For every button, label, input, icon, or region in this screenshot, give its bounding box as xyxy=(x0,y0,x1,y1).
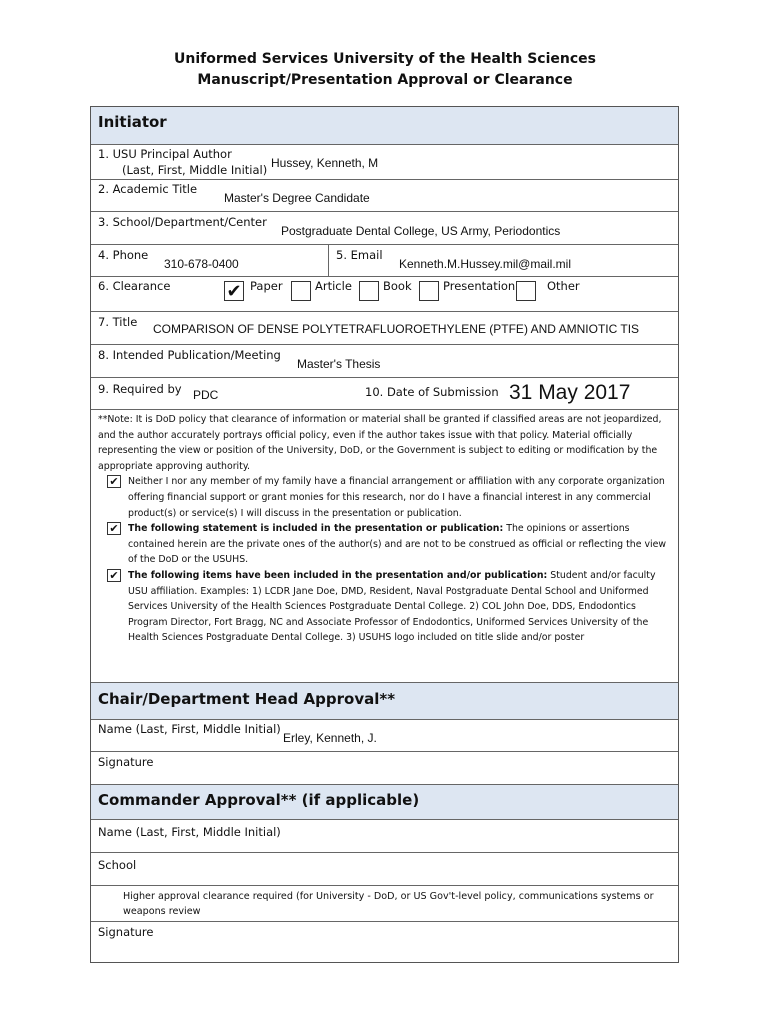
date-label: 10. Date of Submission xyxy=(365,385,499,399)
chair-name-label: Name (Last, First, Middle Initial) xyxy=(98,722,281,736)
presentation-option-label: Presentation xyxy=(443,279,516,293)
affiliation-statement xyxy=(98,568,668,646)
disclaimer-statement xyxy=(98,521,668,568)
commander-section-title: Commander Approval** (if applicable) xyxy=(98,791,420,809)
date-field[interactable]: 31 May 2017 xyxy=(509,381,631,404)
higher-approval-note: Higher approval clearance required (for University - DoD, or US Gov't-level policy, communications systems or weapons review xyxy=(123,891,654,917)
publication-label: 8. Intended Publication/Meeting xyxy=(98,348,281,362)
required-by-label: 9. Required by xyxy=(98,382,182,396)
financial-statement-text: Neither I nor any member of my family have a financial arrangement or affiliation with any corporate organization offering financial support or grant monies for this research, nor do I have a financial interest in any commercial product(s) or service(s) I will discuss in the presentation or publication. xyxy=(128,476,665,519)
disclaimer-checkbox[interactable]: ✔ xyxy=(107,522,121,535)
clearance-label: 6. Clearance xyxy=(98,279,171,293)
title-label: 7. Title xyxy=(98,315,138,329)
email-label: 5. Email xyxy=(336,248,383,262)
academic-title-label: 2. Academic Title xyxy=(98,182,198,196)
chair-section-title: Chair/Department Head Approval** xyxy=(98,690,396,708)
disclaimer-heading: The following statement is included in the presentation or publication: xyxy=(128,523,504,535)
approval-form xyxy=(90,106,679,963)
phone-label: 4. Phone xyxy=(98,248,149,262)
commander-school-label: School xyxy=(98,858,137,872)
academic-title-field[interactable]: Master's Degree Candidate xyxy=(224,191,370,205)
financial-checkbox[interactable]: ✔ xyxy=(107,475,121,488)
commander-name-label: Name (Last, First, Middle Initial) xyxy=(98,825,281,839)
form-title-line-1: Uniformed Services University of the Health Sciences xyxy=(174,51,596,67)
initiator-section-title: Initiator xyxy=(98,113,167,131)
school-label: 3. School/Department/Center xyxy=(98,215,267,229)
other-checkbox[interactable] xyxy=(516,281,536,301)
author-field[interactable]: Hussey, Kenneth, M xyxy=(271,156,379,170)
affiliation-checkbox[interactable]: ✔ xyxy=(107,569,121,582)
publication-field[interactable]: Master's Thesis xyxy=(297,357,381,371)
presentation-checkbox[interactable] xyxy=(419,281,439,301)
author-label: 1. USU Principal Author xyxy=(98,147,232,161)
policy-note xyxy=(98,412,668,646)
initiator-section-header xyxy=(91,107,678,144)
commander-section-header xyxy=(91,785,678,819)
book-option-label: Book xyxy=(383,279,412,293)
required-by-field[interactable]: PDC xyxy=(193,388,219,402)
disclaimer-text: The opinions or assertions contained herein are the private ones of the author(s) and are not to be construed as official or reflecting the view of the DoD or the USUHS. xyxy=(128,523,667,566)
note-text: **Note: It is DoD policy that clearance of information or material shall be granted if classified areas are not jeopardized, and the author accurately portrays official policy, even if the author takes issue with that policy. Material officially representing the view or position of the University, DoD, or the Government is subject to editing or modification by the appropriate approving authority. xyxy=(98,414,662,472)
affiliation-heading: The following items have been included in the presentation and/or publication: xyxy=(128,569,548,581)
title-field[interactable]: COMPARISON OF DENSE POLYTETRAFLUOROETHYLENE (PTFE) AND AMNIOTIC TIS xyxy=(153,322,640,336)
article-option-label: Article xyxy=(315,279,352,293)
paper-option-label: Paper xyxy=(250,279,283,293)
email-field[interactable]: Kenneth.M.Hussey.mil@mail.mil xyxy=(399,257,572,271)
chair-name-field[interactable]: Erley, Kenneth, J. xyxy=(283,731,377,745)
chair-signature-label: Signature xyxy=(98,755,154,769)
school-field[interactable]: Postgraduate Dental College, US Army, Periodontics xyxy=(281,224,561,238)
phone-field[interactable]: 310-678-0400 xyxy=(164,257,239,271)
author-label-sub: (Last, First, Middle Initial) xyxy=(122,163,268,177)
form-title-line-2: Manuscript/Presentation Approval or Clearance xyxy=(197,72,573,88)
paper-checkbox[interactable]: ✔ xyxy=(224,281,244,301)
article-checkbox[interactable] xyxy=(291,281,311,301)
chair-section-header xyxy=(91,683,678,719)
financial-statement xyxy=(98,474,668,521)
affiliation-text: Student and/or faculty USU affiliation. Examples: 1) LCDR Jane Doe, DMD, Resident, Naval Postgraduate Dental School and Uniformed Services University of the Health Sciences Postgraduate Dental College. 2) COL John Doe, DDS, Endodontics Program Director, Fort Bragg, NC and Associate Professor of Endodontics, Uniformed Services University of the Health Sciences Postgraduate Dental College. 3) USUHS logo included on title slide and/or poster xyxy=(128,569,656,644)
other-option-label: Other xyxy=(547,279,580,293)
book-checkbox[interactable] xyxy=(359,281,379,301)
commander-signature-label: Signature xyxy=(98,925,154,939)
